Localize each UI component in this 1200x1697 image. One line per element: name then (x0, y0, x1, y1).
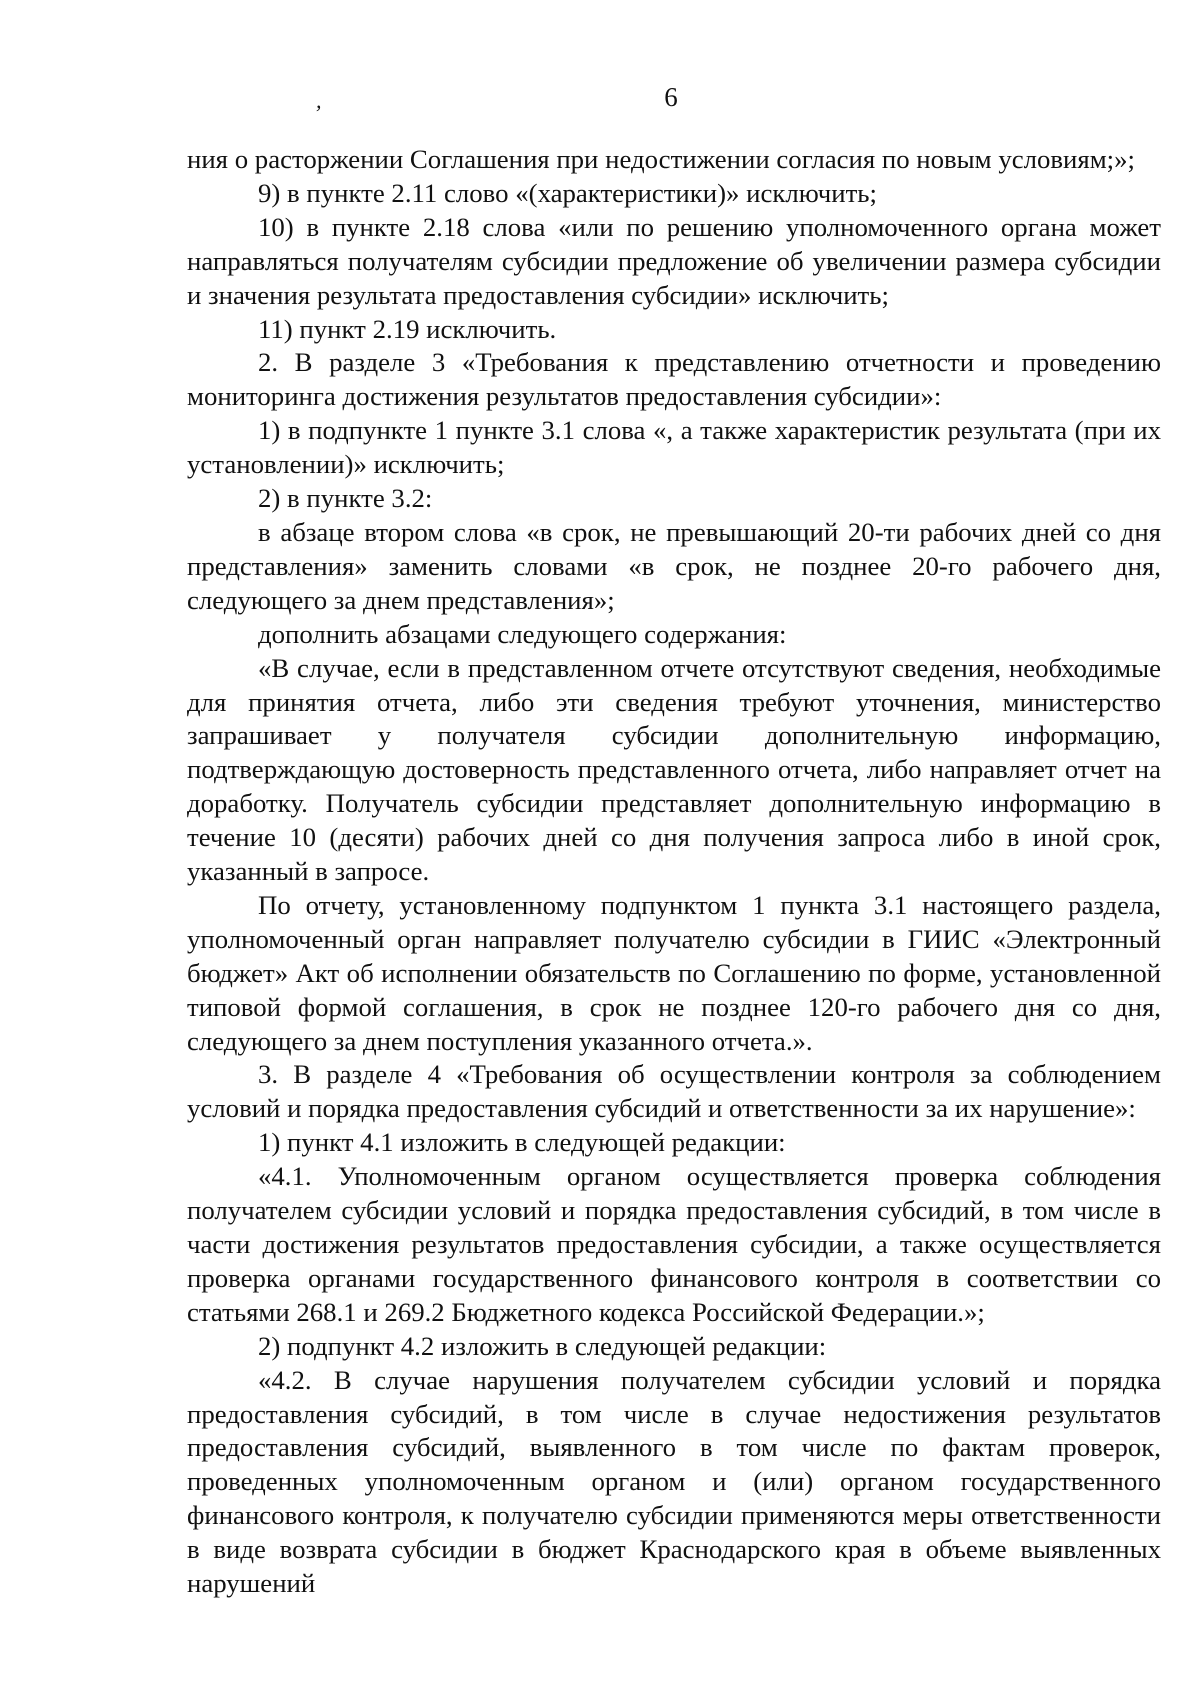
paragraph-quote-4-1: «4.1. Уполномоченным органом осуществляется проверка соблюдения получателем субсидии условий и порядка предоставления субсидий, в том числе в части достижения результатов предоставления субсидии, а также осуществляется проверка органами государственного финансового контроля в соответствии со статьями 268.1 и 269.2 Бюджетного кодекса Российской Федерации.»; (187, 1161, 1161, 1327)
document-body (187, 143, 1161, 1601)
paragraph-item-11: 11) пункт 2.19 исключить. (258, 313, 557, 344)
page-number: 6 (664, 82, 678, 112)
paragraph-quote-4-2: «4.2. В случае нарушения получателем субсидии условий и порядка предоставления субсидий, в том числе в случае недостижения результатов предоставления субсидий, выявленного в том числе по фактам проверок, проведенных уполномоченным органом и (или) органом государственного финансового контроля, к получателю субсидии применяются меры ответственности в виде возврата субсидии в бюджет Краснодарского края в объеме выявленных нарушений (187, 1364, 1161, 1599)
paragraph-quote-act: По отчету, установленному подпунктом 1 пункта 3.1 настоящего раздела, уполномоченный орган направляет получателю субсидии в ГИИС «Электронный бюджет» Акт об исполнении обязательств по Соглашению по форме, установленной типовой формой соглашения, в срок не позднее 120-го рабочего дня со дня, следующего за днем поступления указанного отчета.». (187, 889, 1161, 1056)
stray-mark: , (316, 88, 322, 113)
paragraph-item-10: 10) в пункте 2.18 слова «или по решению уполномоченного органа может направляться получателям субсидии предложение об увеличении размера субсидии и значения результата предоставления субсидии» исключить; (187, 211, 1161, 310)
paragraph-quote-report: «В случае, если в представленном отчете отсутствуют сведения, необходимые для принятия отчета, либо эти сведения требуют уточнения, министерство запрашивает у получателя субсидии дополнительную информацию, подтверждающую достоверность представленного отчета, либо направляет отчет на доработку. Получатель субсидии представляет дополнительную информацию в течение 10 (десяти) рабочих дней со дня получения запроса либо в иной срок, указанный в запросе. (187, 652, 1161, 887)
paragraph-section-4-item-2: 2) подпункт 4.2 изложить в следующей редакции: (258, 1330, 827, 1361)
paragraph-section-3: 2. В разделе 3 «Требования к представлению отчетности и проведению мониторинга достижения результатов предоставления субсидии»: (187, 347, 1161, 412)
paragraph-supplement-intro: дополнить абзацами следующего содержания: (258, 618, 787, 649)
paragraph-abzac-2: в абзаце втором слова «в срок, не превышающий 20-ти рабочих дней со дня представления» заменить словами «в срок, не позднее 20-го рабочего дня, следующего за днем представления»; (187, 516, 1161, 615)
paragraph-section-3-item-1: 1) в подпункте 1 пункте 3.1 слова «, а также характеристик результата (при их установлении)» исключить; (187, 415, 1161, 480)
paragraph-section-4: 3. В разделе 4 «Требования об осуществлении контроля за соблюдением условий и порядка предоставления субсидий и ответственности за их нарушение»: (187, 1059, 1161, 1124)
paragraph-continuation: ния о расторжении Соглашения при недостижении согласия по новым условиям;»; (187, 144, 1135, 174)
paragraph-section-3-item-2: 2) в пункте 3.2: (258, 483, 433, 514)
paragraph-section-4-item-1: 1) пункт 4.1 изложить в следующей редакции: (258, 1127, 786, 1158)
paragraph-item-9: 9) в пункте 2.11 слово «(характеристики)» исключить; (258, 177, 877, 208)
